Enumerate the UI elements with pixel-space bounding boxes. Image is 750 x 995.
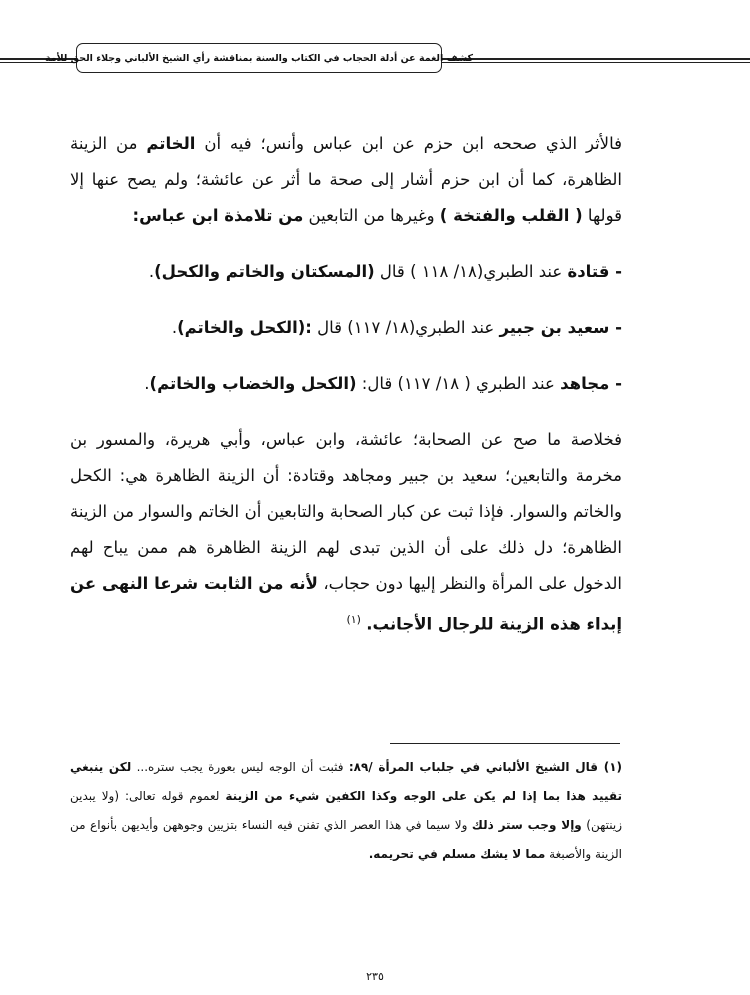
source-text: عند الطبري ( ١٨/ ١١٧) قال:: [356, 374, 561, 393]
text-segment: فثبت أن الوجه ليس بعورة يجب ستره...: [131, 760, 349, 774]
paragraph-intro: [70, 126, 622, 234]
narrator-name: - قتادة: [567, 262, 622, 281]
text-segment: وغيرها من التابعين: [303, 206, 440, 225]
text-segment: ولا سيما في هذا العصر الذي تفنن فيه النساء بتزيين وجوههن وأيديهن بأنواع من الزينة والأصبغة: [70, 818, 622, 861]
quote-text: :(الكحل والخاتم): [177, 318, 312, 337]
paragraph-conclusion: [70, 422, 622, 643]
header-rule-right: [442, 58, 750, 63]
running-title: كشف الغمة عن أدلة الحجاب في الكتاب والسنة بمناقشة رأي الشيخ الألباني وجلاء الحق للأمة: [44, 52, 474, 64]
source-text: عند الطبري(١٨/ ١١٧) قال: [311, 318, 500, 337]
quote-text: (الكحل والخضاب والخاتم): [149, 374, 357, 393]
running-header: [44, 43, 474, 73]
text-segment: .: [171, 318, 178, 337]
page-body: [70, 126, 622, 643]
list-item-mujahid: [70, 366, 622, 402]
text-segment: فالأثر الذي صححه ابن حزم عن ابن عباس وأنس؛ فيه أن: [195, 134, 622, 153]
bold-segment: (١) قال الشيخ الألباني في جلباب المرأة /٨٩:: [348, 760, 623, 774]
text-segment: من الزينة الظاهرة، كما أن ابن حزم أشار إلى صحة ما أثر عن عائشة؛ ولم يصح عنها إلا قولها: [70, 134, 622, 225]
footnote: [70, 753, 622, 869]
page-number: ٢٣٥: [366, 970, 384, 983]
text-segment: .: [148, 262, 155, 281]
bold-segment: مما لا يشك مسلم في تحريمه.: [368, 847, 546, 861]
footnote-separator: [390, 743, 620, 744]
narrator-name: - سعيد بن جبير: [499, 318, 622, 337]
bold-segment: لأنه من الثابت شرعا النهى عن إبداء هذه الزينة للرجال الأجانب.: [70, 574, 622, 634]
bold-segment: من تلامذة ابن عباس:: [132, 206, 304, 225]
bold-segment: ( القلب والفتخة ): [439, 206, 583, 225]
quote-text: (المسكتان والخاتم والكحل): [154, 262, 375, 281]
source-text: عند الطبري(١٨/ ١١٨ ) قال: [374, 262, 568, 281]
text-segment: لعموم قوله تعالى: (ولا يبدين زينتهن): [70, 789, 622, 832]
text-segment: .: [144, 374, 150, 393]
text-segment: فخلاصة ما صح عن الصحابة؛ عائشة، وابن عباس، وأبي هريرة، والمسور بن مخرمة والتابعين؛ سعيد بن جبير ومجاهد وقتادة: أن الزينة الظاهرة هي: الكحل والخاتم والسوار. فإذا ثبت عن كبار الصحابة والتابعين أن الخاتم والسوار من الزينة الظاهرة؛ دل ذلك على أن الذين تبدى لهم الزينة الظاهرة هم ممن يباح لهم الدخول على المرأة والنظر إليها دون حجاب،: [70, 430, 622, 593]
list-item-saeed: [70, 310, 622, 346]
bold-segment: لكن ينبغي تقييد هذا بما إذا لم يكن على الوجه وكذا الكفين شيء من الزينة: [70, 760, 622, 803]
narrator-name: - مجاهد: [560, 374, 622, 393]
list-item-qatada: [70, 254, 622, 290]
bold-segment: وإلا وجب ستر ذلك: [471, 818, 582, 832]
bold-segment: الخاتم: [146, 134, 196, 153]
footnote-reference[interactable]: (١): [346, 613, 361, 626]
